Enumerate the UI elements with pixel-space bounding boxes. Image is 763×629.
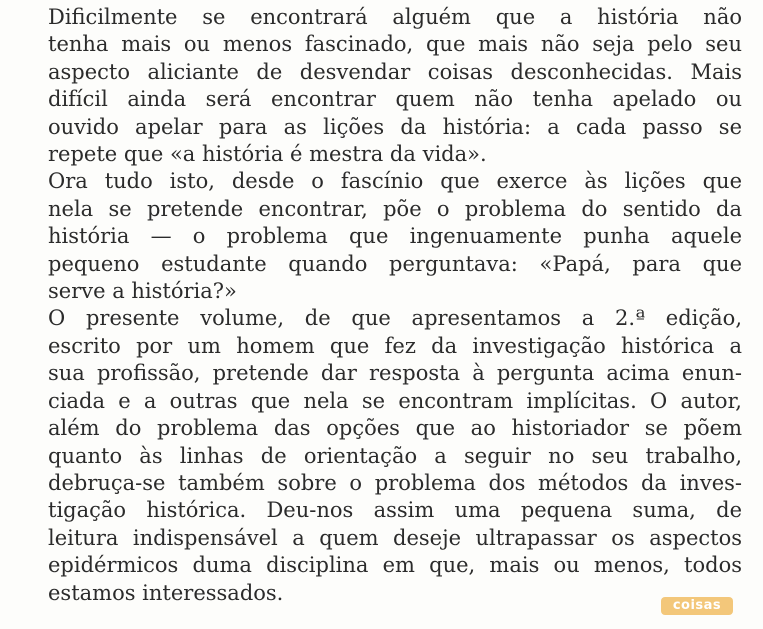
text-line: serve a história?» xyxy=(48,279,237,304)
text-line: repete que «a história é mestra da vida». xyxy=(48,142,487,167)
text-line: escrito por um homem que fez da investigação histórica a xyxy=(48,333,742,358)
text-line: além do problema das opções que ao historiador se põem xyxy=(48,416,742,441)
text-line: leitura indispensável a quem deseje ultrapassar os aspectos xyxy=(48,525,742,550)
paragraph-2 xyxy=(12,168,742,305)
text-line: ciada e a outras que nela se encontram implícitas. O autor, xyxy=(48,388,742,413)
text-line: epidérmicos duma disciplina em que, mais ou menos, todos xyxy=(48,553,742,578)
text-line: aspecto aliciante de desvendar coisas desconhecidas. Mais xyxy=(48,59,742,84)
text-line: história — o problema que ingenuamente punha aquele xyxy=(48,224,742,249)
text-line: tigação histórica. Deu-nos assim uma pequena suma, de xyxy=(48,498,742,523)
text-line: Ora tudo isto, desde o fascínio que exerce às lições que xyxy=(48,169,742,194)
text-line: Dificilmente se encontrará alguém que a história não xyxy=(48,5,742,29)
text-line: difícil ainda será encontrar quem não tenha apelado ou xyxy=(48,87,742,112)
text-line: O presente volume, de que apresentamos a 2.ª edição, xyxy=(48,306,742,331)
text-line: quanto às linhas de orientação a seguir no seu trabalho, xyxy=(48,443,742,468)
text-line: tenha mais ou menos fascinado, que mais não seja pelo seu xyxy=(48,32,742,57)
watermark-logo: coisas xyxy=(661,597,733,615)
text-line: pequeno estudante quando perguntava: «Papá, para que xyxy=(48,251,742,276)
text-line: debruça-se também sobre o problema dos métodos da inves- xyxy=(48,470,742,495)
text-line: ouvido apelar para as lições da história: a cada passo se xyxy=(48,114,742,139)
text-line: sua profissão, pretende dar resposta à pergunta acima enun- xyxy=(48,361,742,386)
body-text xyxy=(12,4,742,607)
text-line: estamos interessados. xyxy=(48,580,284,605)
text-line: nela se pretende encontrar, põe o problema do sentido da xyxy=(48,196,742,221)
paragraph-3 xyxy=(12,305,742,606)
paragraph-1 xyxy=(12,4,742,168)
